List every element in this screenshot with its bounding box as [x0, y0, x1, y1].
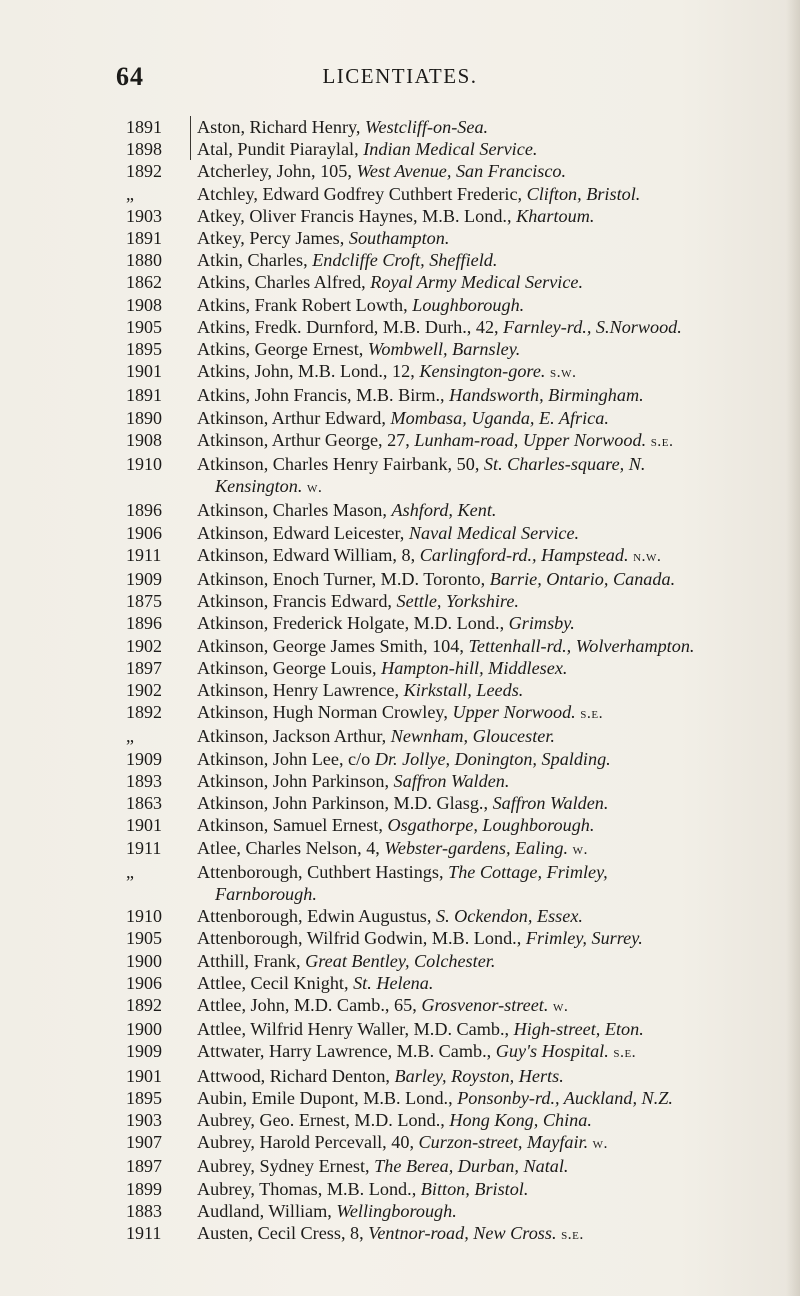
entry-text [197, 138, 777, 160]
entry-text [197, 950, 777, 972]
entry-text [197, 360, 777, 384]
entry-name: Aubin, Emile Dupont, M.B. Lond., [197, 1087, 458, 1108]
list-item [0, 205, 800, 227]
entry-address: Ponsonby-rd., Auckland, N.Z. [457, 1087, 673, 1108]
entry-text [197, 294, 777, 316]
entry-year: 1880 [126, 250, 162, 271]
entry-year: 1895 [126, 339, 162, 360]
entry-address: Barley, Royston, Herts. [394, 1065, 564, 1086]
entry-name: Atkey, Percy James, [197, 228, 349, 249]
list-item [0, 1200, 800, 1222]
entry-year: 1911 [126, 1222, 162, 1243]
entry-address: Lunham-road, Upper Norwood. [414, 429, 647, 450]
entry-text [197, 338, 777, 360]
entry-year: 1903 [126, 205, 162, 226]
list-item [0, 657, 800, 679]
entry-text [197, 1065, 777, 1087]
entry-name: Atkinson, Arthur Edward, [197, 407, 391, 428]
entry-name: Atcherley, John, 105, [197, 161, 357, 182]
entry-district: n.w. [633, 547, 662, 565]
entry-name: Austen, Cecil Cress, 8, [197, 1222, 369, 1243]
entry-name: Atkinson, Francis Edward, [197, 591, 397, 612]
list-item [0, 294, 800, 316]
list-item [0, 1131, 800, 1155]
entry-name: Atchley, Edward Godfrey Cuthbert Frederic, [197, 183, 527, 204]
entry-name: Attenborough, Cuthbert Hastings, [197, 861, 449, 882]
entry-year: 1891 [126, 117, 162, 137]
running-head: LICENTIATES. [322, 64, 478, 88]
entry-continuation [197, 475, 777, 499]
list-item [0, 453, 800, 499]
entry-address: Barrie, Ontario, Canada. [489, 569, 676, 590]
entry-district: s.e. [650, 432, 674, 450]
entry-text [197, 205, 777, 227]
entry-year: 1862 [126, 272, 162, 293]
entry-text [197, 522, 777, 544]
entry-address: Guy's Hospital. [495, 1041, 609, 1062]
entry-text [197, 1040, 777, 1064]
list-item [0, 1087, 800, 1109]
entry-address: Kirkstall, Leeds. [403, 680, 524, 701]
entry-text [197, 748, 777, 770]
entry-text [197, 384, 777, 406]
page-number: 64 [116, 62, 144, 91]
list-item [0, 271, 800, 293]
list-item [0, 138, 800, 160]
entry-name: Atkinson, Arthur George, 27, [197, 429, 415, 450]
entry-name: Atkinson, Samuel Ernest, [197, 815, 388, 836]
list-item [0, 927, 800, 949]
entry-year: 1905 [126, 316, 162, 337]
entry-text [197, 770, 777, 792]
entry-text [197, 814, 777, 836]
entry-text [197, 837, 777, 861]
entry-name: Atkins, Frank Robert Lowth, [197, 294, 413, 315]
entry-address: Endcliffe Croft, Sheffield. [312, 250, 498, 271]
entry-text [197, 453, 777, 499]
list-item [0, 635, 800, 657]
entry-district: s.e. [613, 1044, 637, 1062]
entry-address: Saffron Walden. [393, 770, 510, 791]
entry-text [197, 701, 777, 725]
entry-name: Atkinson, George James Smith, 104, [197, 635, 469, 656]
entry-name: Atkinson, George Louis, [197, 657, 382, 678]
entry-text [197, 635, 777, 657]
entry-address: Frimley, Surrey. [525, 928, 643, 949]
entry-name: Atkins, George Ernest, [197, 339, 368, 360]
list-item [0, 160, 800, 182]
entry-name: Atkinson, Charles Henry Fairbank, 50, [197, 454, 484, 475]
entry-address: Grimsby. [508, 613, 575, 634]
entry-name: Atkinson, Edward Leicester, [197, 522, 409, 543]
entry-text [197, 544, 777, 568]
entry-year: 1901 [126, 1065, 162, 1086]
entry-year: 1911 [126, 837, 162, 858]
entry-text [197, 227, 777, 249]
entry-year: 1892 [126, 994, 162, 1015]
entry-text [197, 429, 777, 453]
entry-year: 1899 [126, 1178, 162, 1199]
entry-name: Atthill, Frank, [197, 950, 306, 971]
entry-text [197, 725, 777, 747]
entry-year: 1875 [126, 591, 162, 612]
entry-year: 1908 [126, 429, 162, 450]
entry-text [197, 271, 777, 293]
entry-address: Khartoum. [516, 205, 595, 226]
entry-text [197, 590, 777, 612]
entry-address: Dr. Jollye, Donington, Spalding. [374, 748, 611, 769]
entry-year: 1906 [126, 522, 162, 543]
list-item [0, 590, 800, 612]
entry-year: 1905 [126, 928, 162, 949]
entry-address: The Berea, Durban, Natal. [374, 1156, 569, 1177]
entry-name: Atkinson, John Parkinson, [197, 770, 394, 791]
entry-name: Atkey, Oliver Francis Haynes, M.B. Lond., [197, 205, 517, 226]
entry-address: Indian Medical Service. [363, 139, 538, 160]
entry-text [197, 972, 777, 994]
entry-address: S. Ockendon, Essex. [435, 906, 583, 927]
entry-address-continued: Kensington. [215, 476, 303, 497]
list-item [0, 994, 800, 1018]
entry-district: w. [592, 1135, 609, 1153]
entry-year: 1892 [126, 161, 162, 182]
entry-name: Atkinson, John Parkinson, M.D. Glasg., [197, 793, 493, 814]
entry-name: Attenborough, Wilfrid Godwin, M.B. Lond., [197, 928, 526, 949]
entry-continuation [197, 883, 777, 905]
entry-text [197, 183, 777, 205]
entry-district: s.e. [561, 1225, 584, 1243]
entry-year: 1895 [126, 1087, 162, 1108]
entry-address: West Avenue, San Francisco. [356, 161, 567, 182]
entry-year: 1910 [126, 454, 162, 475]
entry-text [197, 792, 777, 814]
entry-name: Aubrey, Sydney Ernest, [197, 1156, 375, 1177]
list-item [0, 384, 800, 406]
entry-text [197, 905, 777, 927]
entry-text [197, 927, 777, 949]
entry-name: Attwood, Richard Denton, [197, 1065, 395, 1086]
entry-text [197, 657, 777, 679]
list-item [0, 1040, 800, 1064]
list-item [0, 360, 800, 384]
entry-year: 1910 [126, 906, 162, 927]
list-item [0, 748, 800, 770]
entry-address: High-street, Eton. [513, 1019, 644, 1040]
entry-name: Aubrey, Geo. Ernest, M.D. Lond., [197, 1109, 450, 1130]
list-item [0, 499, 800, 521]
list-item [0, 522, 800, 544]
entry-text [197, 499, 777, 521]
entry-year: 1897 [126, 657, 162, 678]
entry-year: 1902 [126, 635, 162, 656]
list-item [0, 837, 800, 861]
entry-text [197, 1222, 777, 1246]
entry-name: Aston, Richard Henry, [197, 117, 366, 137]
entry-address: Royal Army Medical Service. [370, 272, 584, 293]
list-item [0, 407, 800, 429]
list-item [0, 725, 800, 747]
entry-name: Atkinson, Jackson Arthur, [197, 726, 391, 747]
entry-name: Atkinson, John Lee, c/o [197, 748, 375, 769]
entry-year: 1900 [126, 1019, 162, 1040]
list-item [0, 568, 800, 590]
entry-district: w. [572, 840, 589, 858]
entry-text [197, 612, 777, 634]
list-item [0, 249, 800, 271]
entry-year: 1906 [126, 972, 162, 993]
entry-name: Atkinson, Frederick Holgate, M.D. Lond., [197, 613, 509, 634]
entry-name: Atkinson, Enoch Turner, M.D. Toronto, [197, 569, 490, 590]
entry-name: Attlee, John, M.D. Camb., 65, [197, 994, 422, 1015]
entry-address: Farnley-rd., S.Norwood. [503, 316, 682, 337]
list-item [0, 227, 800, 249]
entry-address: Mombasa, Uganda, E. Africa. [390, 407, 609, 428]
entry-name: Atkins, John Francis, M.B. Birm., [197, 385, 450, 406]
entry-name: Audland, William, [197, 1200, 337, 1221]
entry-name: Aubrey, Harold Percevall, 40, [197, 1132, 419, 1153]
entry-address: Upper Norwood. [452, 702, 576, 723]
entry-name: Atkinson, Henry Lawrence, [197, 680, 404, 701]
page-header [0, 62, 800, 92]
entry-address: Settle, Yorkshire. [396, 591, 519, 612]
entry-text [197, 1087, 777, 1109]
entry-district: s.w. [549, 364, 577, 382]
entry-address: Kensington-gore. [419, 361, 546, 382]
entry-name: Attenborough, Edwin Augustus, [197, 906, 436, 927]
entry-address: Southampton. [348, 228, 450, 249]
entry-year: 1908 [126, 294, 162, 315]
list-item [0, 814, 800, 836]
list-item [0, 950, 800, 972]
licentiate-list [0, 116, 800, 1246]
entry-name: Attlee, Wilfrid Henry Waller, M.D. Camb., [197, 1019, 514, 1040]
entry-year: 1900 [126, 950, 162, 971]
entry-year: 1897 [126, 1156, 162, 1177]
entry-name: Atkin, Charles, [197, 250, 313, 271]
entry-district: w. [552, 997, 569, 1015]
entry-text [197, 861, 777, 905]
entry-year: 1891 [126, 385, 162, 406]
entry-address-continued: Farnborough. [215, 883, 317, 904]
entry-year: 1909 [126, 748, 162, 769]
entry-name: Atkins, Charles Alfred, [197, 272, 371, 293]
entry-address: Loughborough. [412, 294, 525, 315]
entry-address: Great Bentley, Colchester. [305, 950, 496, 971]
entry-name: Atlee, Charles Nelson, 4, [197, 837, 385, 858]
entry-year: 1901 [126, 361, 162, 382]
list-item [0, 861, 800, 905]
entry-address: Hampton-hill, Middlesex. [381, 657, 568, 678]
entry-year: 1901 [126, 815, 162, 836]
entry-address: St. Charles-square, N. [483, 454, 646, 475]
entry-address: Ventnor-road, New Cross. [368, 1222, 557, 1243]
entry-text [197, 1200, 777, 1222]
entry-year: 1898 [126, 139, 162, 160]
entry-year: „ [126, 726, 134, 747]
list-item [0, 544, 800, 568]
entry-year: „ [126, 861, 134, 882]
entry-address: Ashford, Kent. [391, 500, 497, 521]
list-item [0, 701, 800, 725]
entry-address: St. Helena. [353, 972, 434, 993]
entry-address: Handsworth, Birmingham. [449, 385, 644, 406]
entry-district: s.e. [580, 705, 604, 723]
entry-year: 1890 [126, 407, 162, 428]
list-item [0, 1222, 800, 1246]
entry-text [197, 994, 777, 1018]
entry-year: 1891 [126, 228, 162, 249]
entry-year: 1909 [126, 569, 162, 590]
list-item [0, 612, 800, 634]
entry-text [197, 249, 777, 271]
entry-name: Atkinson, Edward William, 8, [197, 544, 420, 565]
entry-name: Aubrey, Thomas, M.B. Lond., [197, 1178, 421, 1199]
list-item [0, 1155, 800, 1177]
entry-address: Wombwell, Barnsley. [367, 339, 521, 360]
entry-text [197, 1178, 777, 1200]
entry-text [197, 407, 777, 429]
list-item [0, 338, 800, 360]
list-item [0, 1065, 800, 1087]
entry-text [197, 1018, 777, 1040]
entry-year: 1896 [126, 500, 162, 521]
entry-year: 1896 [126, 613, 162, 634]
entry-name: Atkins, Fredk. Durnford, M.B. Durh., 42, [197, 316, 504, 337]
entry-year: 1892 [126, 702, 162, 723]
entry-year: 1909 [126, 1041, 162, 1062]
list-item [0, 1109, 800, 1131]
entry-text [197, 1131, 777, 1155]
entry-address: Wellingborough. [336, 1200, 457, 1221]
entry-name: Atal, Pundit Piaraylal, [197, 139, 364, 160]
entry-text [197, 116, 777, 138]
entry-address: Webster-gardens, Ealing. [384, 837, 569, 858]
list-item [0, 1178, 800, 1200]
entry-text [197, 160, 777, 182]
entry-name: Atkins, John, M.B. Lond., 12, [197, 361, 420, 382]
entry-year: 1863 [126, 793, 162, 814]
entry-address: Saffron Walden. [492, 793, 609, 814]
entry-address: Bitton, Bristol. [420, 1178, 529, 1199]
entry-text [197, 1109, 777, 1131]
entry-address: Curzon-street, Mayfair. [418, 1132, 589, 1153]
entry-year: 1883 [126, 1200, 162, 1221]
entry-address: Grosvenor-street. [421, 994, 549, 1015]
entry-year: 1903 [126, 1109, 162, 1130]
entry-text [197, 568, 777, 590]
entry-year: 1893 [126, 770, 162, 791]
list-item [0, 679, 800, 701]
entry-district: w. [306, 479, 323, 497]
list-item [0, 770, 800, 792]
list-item [0, 792, 800, 814]
list-item [0, 116, 800, 138]
entry-address: Hong Kong, China. [449, 1109, 592, 1130]
list-item [0, 429, 800, 453]
list-item [0, 316, 800, 338]
entry-address: Clifton, Bristol. [526, 183, 641, 204]
entry-name: Atkinson, Charles Mason, [197, 500, 392, 521]
entry-text [197, 679, 777, 701]
entry-year: 1902 [126, 680, 162, 701]
entry-address: The Cottage, Frimley, [448, 861, 608, 882]
entry-address: Westcliff-on-Sea. [365, 117, 489, 137]
entry-address: Newnham, Gloucester. [390, 726, 555, 747]
entry-year: „ [126, 183, 134, 204]
list-item [0, 972, 800, 994]
entry-address: Naval Medical Service. [408, 522, 580, 543]
entry-address: Osgathorpe, Loughborough. [387, 815, 595, 836]
entry-year: 1911 [126, 544, 162, 565]
entry-text [197, 1155, 777, 1177]
entry-name: Attlee, Cecil Knight, [197, 972, 354, 993]
entry-address: Carlingford-rd., Hampstead. [419, 544, 629, 565]
list-item [0, 183, 800, 205]
entry-year: 1907 [126, 1132, 162, 1153]
entry-name: Attwater, Harry Lawrence, M.B. Camb., [197, 1041, 496, 1062]
entry-text [197, 316, 777, 338]
entry-name: Atkinson, Hugh Norman Crowley, [197, 702, 453, 723]
entry-address: Tettenhall-rd., Wolverhampton. [468, 635, 695, 656]
list-item [0, 1018, 800, 1040]
list-item [0, 905, 800, 927]
